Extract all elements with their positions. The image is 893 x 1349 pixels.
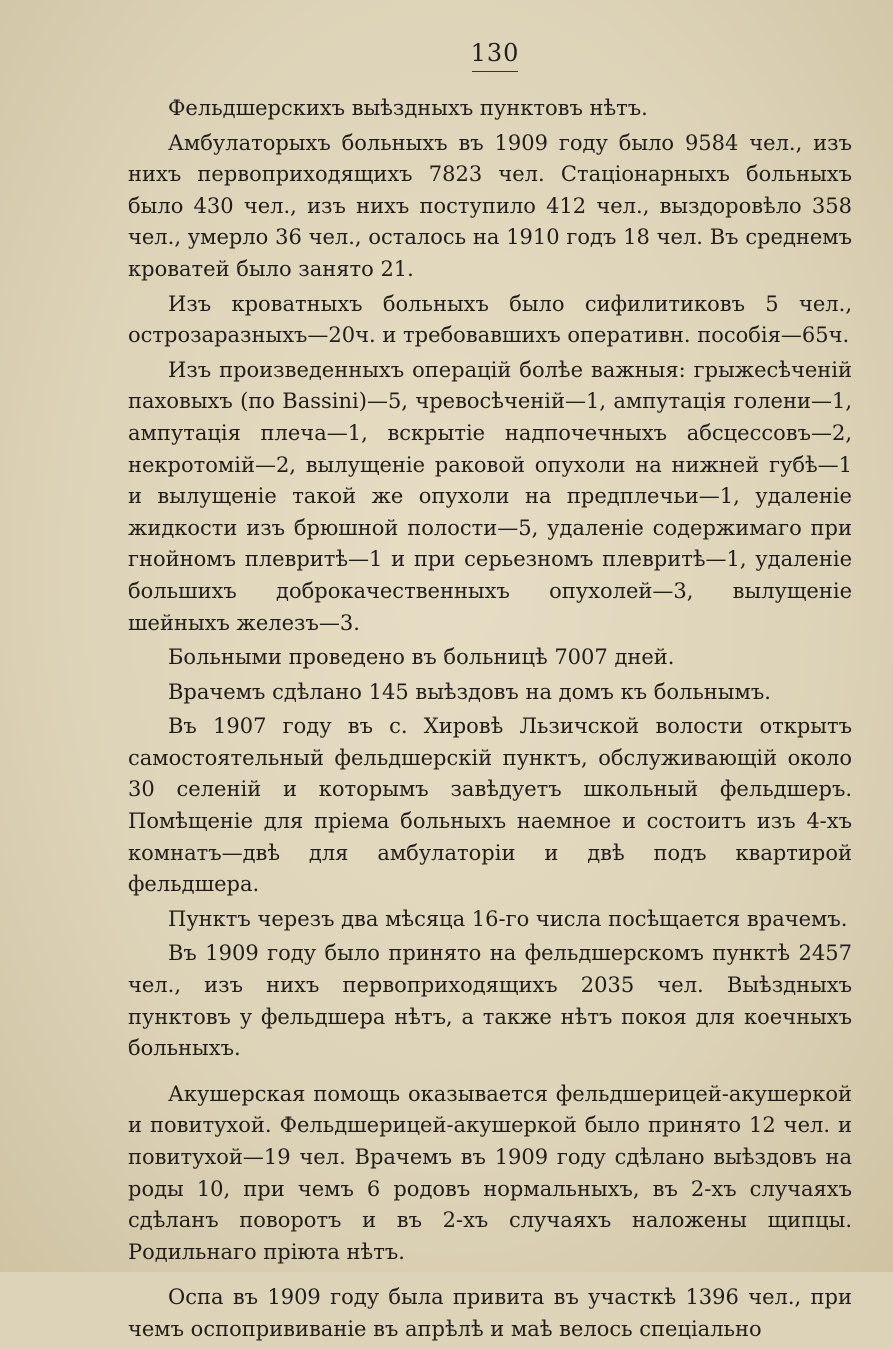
body-text	[128, 93, 852, 1349]
paragraph-khirov-point: Въ 1907 году въ с. Хировѣ Льзичской волости открытъ самостоятельный фельдшерскій пунктъ, обслуживающій около 30 селеній и которымъ завѣдуетъ школьный фельдшеръ. Помѣщеніе для пріема больныхъ наемное и состоитъ изъ 4-хъ комнатъ—двѣ для амбулаторіи и двѣ подъ квартирой фельдшера.	[128, 714, 852, 897]
page-number-underline	[472, 71, 518, 72]
paragraph-ambulatory-stats: Амбулаторыхъ больныхъ въ 1909 году было 9584 чел., изъ нихъ первоприходящихъ 7823 чел. Стаціонарныхъ больныхъ было 430 чел., изъ нихъ поступило 412 чел., выздоровѣло 358 чел., умерло 36 чел., осталось на 1910 годъ 18 чел. Въ среднемъ кроватей было занято 21.	[128, 130, 852, 281]
paragraph-doctor-schedule: Пунктъ черезъ два мѣсяца 16-го числа посѣщается врачемъ.	[168, 906, 848, 931]
paragraph-bed-patients: Изъ кроватныхъ больныхъ было сифилитиковъ 5 чел., острозаразныхъ—20ч. и требовавшихъ оперативн. пособія—65ч.	[128, 291, 852, 348]
paragraph-feldsher-point-stats: Въ 1909 году было принято на фельдшерскомъ пунктѣ 2457 чел., изъ нихъ первоприходящихъ 2035 чел. Выѣздныхъ пунктовъ у фельдшера нѣтъ, а также нѣтъ покоя для коечныхъ больныхъ.	[128, 941, 852, 1061]
paragraph-obstetric-aid: Акушерская помощь оказывается фельдшерицей-акушеркой и повитухой. Фельдшерицей-акушеркой было принято 12 чел. и повитухой—19 чел. Врачемъ въ 1909 году сдѣлано выѣздовъ на роды 10, при чемъ 6 родовъ нормальныхъ, въ 2-хъ случаяхъ сдѣланъ поворотъ и въ 2-хъ случаяхъ наложены щипцы. Родильнаго пріюта нѣтъ.	[128, 1081, 852, 1264]
paragraph-operations: Изъ произведенныхъ операцій болѣе важныя: грыжесѣченій паховыхъ (по Bassini)—5, чревосѣченій—1, ампутація голени—1, ампутація плеча—1, вскрытіе надпочечныхъ абсцессовъ—2, некротомій—2, вылущеніе раковой опухоли на нижней губѣ—1 и вылущеніе такой же опухоли на предплечьи—1, удаленіе жидкости изъ брюшной полости—5, удаленіе содержимаго при гнойномъ плевритѣ—1 и при серьезномъ плевритѣ—1, удаленіе большихъ доброкачественныхъ опухолей—3, вылущеніе шейныхъ железъ—3.	[128, 357, 852, 635]
paragraph-doctor-visits: Врачемъ сдѣлано 145 выѣздовъ на домъ къ больнымъ.	[168, 679, 771, 704]
paragraph-feldsher-points: Фельдшерскихъ выѣздныхъ пунктовъ нѣтъ.	[168, 96, 648, 120]
paragraph-vaccination: Оспа въ 1909 году была привита въ участкѣ 1396 чел., при чемъ оспопрививаніе въ апрѣлѣ и маѣ велось спеціально	[128, 1285, 852, 1341]
page-number: 130	[470, 39, 520, 67]
paragraph-hospital-days: Больными проведено въ больницѣ 7007 дней.	[168, 645, 675, 670]
